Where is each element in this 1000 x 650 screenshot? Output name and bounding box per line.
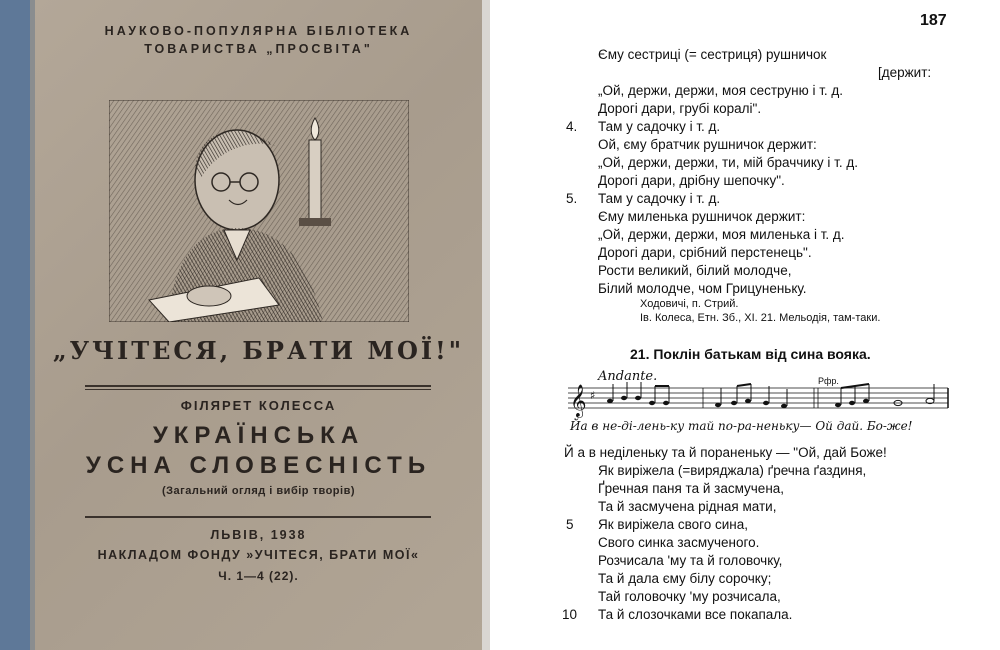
song-line: Свого синка засмученого.	[598, 535, 760, 550]
cover-rule-bottom	[85, 516, 431, 518]
song-line: Та й засмучена рідная мати,	[598, 499, 777, 514]
cover-title-line-1: УКРАЇНСЬКА	[152, 422, 365, 449]
verse-line: Єму сестриці (= сестриця) рушничок	[598, 47, 827, 62]
music-notation	[568, 368, 953, 436]
song-line: Та й дала єму білу сорочку;	[598, 571, 772, 586]
verse-line: Єму миленька рушничок держит:	[598, 209, 806, 224]
publisher-line-1: НАУКОВО-ПОПУЛЯРНА БІБЛІОТЕКА	[104, 24, 413, 38]
cover-rule-top-thin	[85, 389, 431, 390]
verse-line: Там у садочку і т. д.	[598, 191, 721, 206]
song-line: Як виріжела свого сина,	[598, 517, 749, 532]
verse-line: „Ой, держи, держи, моя миленька і т. д.	[598, 227, 845, 242]
verse-line: „Ой, держи, держи, ти, мій браччику і т. д.	[598, 155, 858, 170]
verse-line: Там у садочку і т. д.	[598, 119, 721, 134]
verse-line: Дорогі дари, срібний перстенець".	[598, 245, 812, 260]
lyrics-under-staff: Йа в не-ді-лень-ку тай по-ра-неньку— Ой дай. Бо-же!	[570, 419, 913, 433]
source-note: Ходовичі, п. Стрий.	[640, 298, 739, 310]
cover-rule-top	[85, 385, 431, 387]
treble-clef-icon: 𝄞	[570, 384, 587, 417]
song-line: Як виріжела (=виряджала) ґречна ґаздиня,	[598, 463, 867, 478]
song-line: Розчисала 'му та й головочку,	[598, 553, 783, 568]
cover-subtitle: (Загальний огляд і вибір творів)	[161, 485, 355, 497]
verse-line: Ой, єму братчик рушничок держит:	[598, 137, 817, 152]
cover-board	[35, 0, 482, 650]
song-line: Та й слозочками все покапала.	[598, 607, 793, 622]
book-cover	[0, 0, 490, 650]
cover-imprint-publisher: НАКЛАДОМ ФОНДУ »УЧІТЕСЯ, БРАТИ МОЇ«	[97, 548, 420, 562]
verse-line: Дорогі дари, грубі коралі".	[598, 101, 762, 116]
verse-line: [держит:	[878, 65, 932, 80]
song-line: Й а в неділеньку та й пораненьку — "Ой, дай Боже!	[564, 445, 887, 460]
cover-edge	[482, 0, 490, 650]
cover-portrait-engraving	[109, 100, 409, 322]
cover-imprint-city-year: ЛЬВІВ, 1938	[210, 528, 307, 542]
song-title: 21. Поклін батькам від сина вояка.	[630, 346, 871, 362]
page-number: 187	[920, 12, 947, 29]
verse-line: Дорогі дари, дрібну шепочку".	[598, 173, 785, 188]
tempo-marking: Andante.	[598, 369, 658, 384]
music-notes	[607, 382, 934, 408]
verse-line: Білий молодче, чом Грицуненьку.	[598, 281, 807, 296]
verse-number: 5.	[566, 191, 578, 206]
publisher-line-2: ТОВАРИСТВА „ПРОСВІТА"	[144, 42, 373, 56]
cover-motto: „УЧІТЕСЯ, БРАТИ МОЇ!"	[52, 336, 465, 365]
cover-title-line-2: УСНА СЛОВЕСНІСТЬ	[85, 452, 432, 479]
verse-line: Рости великий, білий молодче,	[598, 263, 792, 278]
dynamic-marking: Pфр.	[818, 376, 839, 386]
verse-line: „Ой, держи, держи, моя сеструню і т. д.	[598, 83, 844, 98]
song-line-number: 5	[566, 517, 574, 532]
verse-number: 4.	[566, 119, 578, 134]
song-line-number: 10	[562, 607, 578, 622]
book-page	[490, 0, 1000, 650]
source-note: Ів. Колеса, Етн. Зб., XI. 21. Мельодія, там-таки.	[640, 312, 881, 324]
svg-text:♯: ♯	[590, 389, 596, 402]
song-line: Тай головочку 'му розчисала,	[598, 589, 781, 604]
cover-author: ФІЛЯРЕТ КОЛЕССА	[180, 398, 337, 413]
cover-imprint-series: Ч. 1—4 (22).	[218, 569, 299, 583]
book-spine	[0, 0, 30, 650]
song-line: Ґречная паня та й засмучена,	[598, 481, 785, 496]
